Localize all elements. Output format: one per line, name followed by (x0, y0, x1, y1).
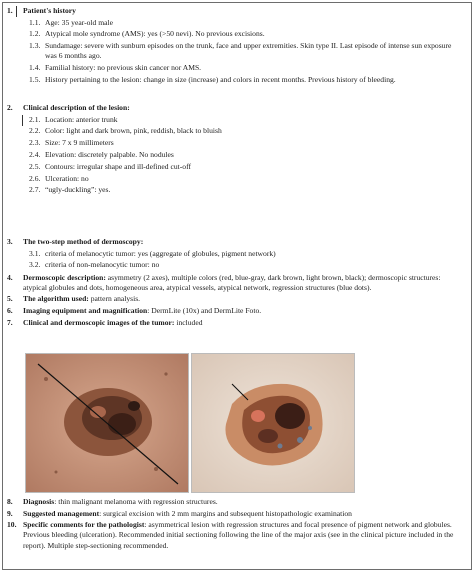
list-item: 3.1. criteria of melanocytic tumor: yes (aggregate of globules, pigment network) (29, 248, 276, 258)
section-4: 4. Dermoscopic description: asymmetry (2 axes), multiple colors (red, blue-gray, dark brown, light brown, black); dermoscopic structures: atypical globules and dots, homogeneous area, atypical vessels, atypical network, regression structures (blue dots). (7, 272, 441, 292)
list-item: 1.4. Familial history: no previous skin cancer nor AMS. (29, 63, 202, 73)
section-title: The algorithm used: (23, 294, 89, 304)
section-text: : DermLite (10x) and DermLite Foto. (147, 305, 262, 315)
report-page (2, 2, 472, 570)
section-clinical-description (7, 103, 465, 197)
list-item: 2.2. Color: light and dark brown, pink, reddish, black to bluish (29, 126, 222, 136)
section-2-heading (7, 103, 465, 113)
section-5: 5. The algorithm used: pattern analysis. (7, 294, 141, 304)
list-item: 1.2. Atypical mole syndrome (AMS): yes (>50 nevi). No previous excisions. (29, 29, 265, 39)
section-diagnosis-management (7, 497, 465, 552)
section-title: Clinical and dermoscopic images of the tumor: (23, 317, 175, 327)
section-6: 6. Imaging equipment and magnification: DermLite (10x) and DermLite Foto. (7, 305, 262, 315)
section-text: : thin malignant melanoma with regression structures. (54, 497, 218, 506)
section-patient-history (7, 6, 465, 87)
section-title: Dermoscopic description: (23, 272, 106, 282)
section-title: Patient's history (23, 6, 76, 15)
section-title: Suggested management (23, 508, 100, 518)
section-1-heading (7, 6, 465, 16)
dermoscopic-image (191, 353, 355, 493)
section-text: : asymmetrical lesion with regression structures and focal presence of pigment network and globules. Previous bleeding (ulceration). Recommended initial sectioning following the line of the major axis (see in the clinical picture included in the report). Multiple step-sectioning recommended. (23, 520, 454, 550)
section-text: : surgical excision with 2 mm margins and subsequent histopathologic examination (99, 508, 352, 518)
section-number: 2. (7, 103, 13, 112)
list-item: 3.2. criteria of non-melanocytic tumor: no (29, 260, 160, 270)
section-8: 8. Diagnosis: thin malignant melanoma with regression structures. (7, 497, 218, 506)
section-3-heading: 3. The two-step method of dermoscopy: (7, 237, 144, 246)
list-item: 2.1. Location: anterior trunk (7, 115, 465, 125)
section-number: 1. (7, 6, 13, 15)
list-item: 1.1. Age: 35 year-old male (29, 17, 113, 27)
list-item: 2.5. Contours: irregular shape and ill-defined cut-off (29, 161, 191, 171)
section-text: included (176, 317, 203, 327)
section-title: Clinical description of the lesion: (23, 103, 130, 112)
section-10: 10. Specific comments for the pathologist: asymmetrical lesion with regression structures and focal presence of pigment network and globules. Previous bleeding (ulceration). Recommended initial sectioning following the line of the major axis (see in the clinical picture included in the report). Multiple step-sectioning recommended. (7, 520, 454, 550)
section-title: The two-step method of dermoscopy: (23, 237, 144, 246)
section-text: asymmetry (2 axes), multiple colors (red, blue-gray, dark brown, light brown, black); dermoscopic structures: atypical globules and dots, homogeneous area, atypical vessels, atypical network, regression structures (blue dots). (23, 272, 441, 292)
text-cursor (22, 115, 23, 126)
section-text: pattern analysis. (90, 294, 141, 304)
list-item: 1.3. Sundamage: severe with sunburn episodes on the trunk, face and upper extremities. Skin type II. Last episode of intense sun exposure was 6 months ago. (29, 41, 452, 61)
text-cursor (16, 6, 17, 17)
list-item: 2.4. Elevation: discretely palpable. No nodules (29, 149, 174, 159)
section-title: Imaging equipment and magnification (23, 305, 148, 315)
section-dermoscopy (7, 237, 465, 329)
list-item: 2.7. “ugly-duckling”: yes. (29, 185, 111, 195)
section-9: 9. Suggested management: surgical excision with 2 mm margins and subsequent histopathologic examination (7, 508, 352, 518)
list-item: 2.6. Ulceration: no (29, 173, 89, 183)
section-7: 7. Clinical and dermoscopic images of the tumor: included (7, 317, 203, 327)
list-item: 2.3. Size: 7 x 9 millimeters (29, 138, 114, 148)
clinical-image (25, 353, 189, 493)
list-item: 1.5. History pertaining to the lesion: change in size (increase) and colors in recent months. Previous history of bleeding. (29, 74, 396, 84)
section-title: Specific comments for the pathologist (23, 520, 145, 530)
section-title: Diagnosis (23, 497, 55, 506)
